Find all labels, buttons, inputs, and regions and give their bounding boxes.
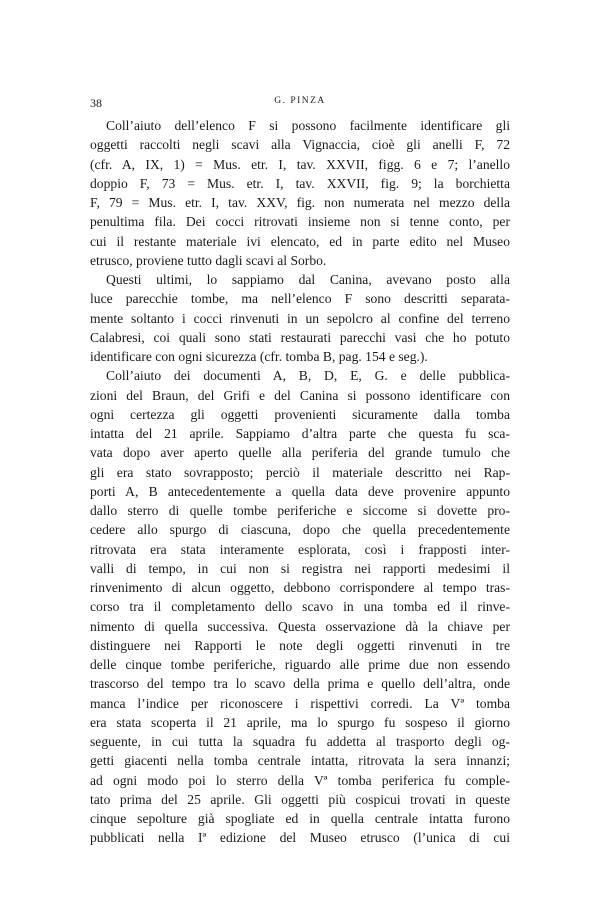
text-line: Questi ultimi, lo sappiamo dal Canina, avevano posto alla	[106, 272, 510, 287]
text-line: intatta del 21 aprile. Sappiamo d’altra parte che questa fu sca-	[90, 426, 510, 441]
text-line: Coll’aiuto dell’elenco F si possono facilmente identificare gli	[106, 118, 510, 133]
text-line: cedere allo spurgo di ciascuna, dopo che quella precedentemente	[90, 522, 510, 538]
text-line: trascorso del tempo tra lo scavo della prima e quello dell’altra, onde	[90, 676, 510, 692]
text-line: doppio F, 73 = Mus. etr. I, tav. XXVII, fig. 9; la borchietta	[90, 175, 510, 191]
page-number: 38	[90, 96, 102, 110]
text-line: cui il restante materiale ivi elencato, ed in parte edito nel Museo	[90, 233, 510, 249]
text-line: porti A, B antecedentemente a quella data deve provenire appunto	[90, 483, 510, 499]
text-line: identificare con ogni sicurezza (cfr. tomba B, pag. 154 e seg.).	[90, 349, 428, 364]
text-line: tato prima del 25 aprile. Gli oggetti più cospicui trovati in queste	[90, 791, 510, 807]
text-line: oggetti raccolti negli scavi alla Vignaccia, cioè gli anelli F, 72	[90, 137, 510, 153]
text-line: rinvenimento di alcun oggetto, debbono corrispondere al tempo tras-	[90, 580, 510, 595]
text-line: Calabresi, coi quali sono stati restaurati parecchi vasi che ho potuto	[90, 329, 510, 345]
text-line: Coll’aiuto dei documenti A, B, D, E, G. e delle pubblica-	[106, 368, 510, 384]
text-line: cinque sepolture già spogliate ed in quella centrale intatta furono	[90, 811, 510, 826]
text-line: ogni certezza gli oggetti provenienti sicuramente dalla tomba	[90, 406, 510, 422]
body-text	[90, 116, 510, 848]
text-line: (cfr. A, IX, 1) = Mus. etr. I, tav. XXVII, figg. 6 e 7; l’anello	[90, 156, 510, 172]
text-line: distinguere nei Rapporti le note degli oggetti rinvenuti in tre	[90, 637, 510, 653]
text-line: ritrovata era stata interamente esplorata, così i frapposti inter-	[90, 541, 510, 557]
text-line: corso tra il completamento dello scavo in una tomba ed il rinve-	[90, 599, 510, 615]
text-line: etrusco, proviene tutto dagli scavi al Sorbo.	[90, 252, 327, 268]
text-line: era stata scoperta il 21 aprile, ma lo spurgo fu sospeso il giorno	[90, 714, 510, 730]
running-head: G. PINZA	[274, 96, 326, 106]
text-line: manca l’indice per riconoscere i rispettivi corredi. La Vª tomba	[90, 695, 510, 711]
text-line: zioni del Braun, del Grifi e del Canina si possono identificare con	[90, 387, 510, 403]
text-line: seguente, in cui tutta la squadra fu addetta al trasporto degli og-	[90, 734, 510, 749]
page-header	[90, 96, 510, 112]
text-line: luce parecchie tombe, ma nell’elenco F sono descritti separata-	[90, 291, 510, 307]
text-line: nimento di quella successiva. Questa osservazione dà la chiave per	[90, 618, 510, 634]
text-line: vata dopo aver aperto quelle alla periferia del grande tumulo che	[90, 445, 510, 461]
text-line: valli di tempo, in cui non si registra nei rapporti medesimi il	[90, 560, 510, 576]
text-line: delle cinque tombe periferiche, riguardo alle prime due non essendo	[90, 657, 510, 672]
text-line: getti giacenti nella tomba centrale intatta, ritrovata la sera innanzi;	[90, 753, 510, 769]
text-line: penultima fila. Dei cocci ritrovati insieme non si tenne conto, per	[90, 214, 510, 230]
text-line: F, 79 = Mus. etr. I, tav. XXV, fig. non numerata nel mezzo della	[90, 195, 510, 210]
text-line: dallo sterro di quelle tombe periferiche e siccome si dovette pro-	[90, 503, 510, 518]
text-line: ad ogni modo poi lo sterro della Vª tomba periferica fu comple-	[90, 772, 510, 788]
text-line: gli era stato sovrapposto; perciò il materiale descritto nei Rap-	[90, 464, 510, 480]
text-line: mente soltanto i cocci rinvenuti in un sepolcro al confine del terreno	[90, 310, 510, 326]
text-line: pubblicati nella Iª edizione del Museo etrusco (l’unica di cui	[90, 830, 510, 846]
